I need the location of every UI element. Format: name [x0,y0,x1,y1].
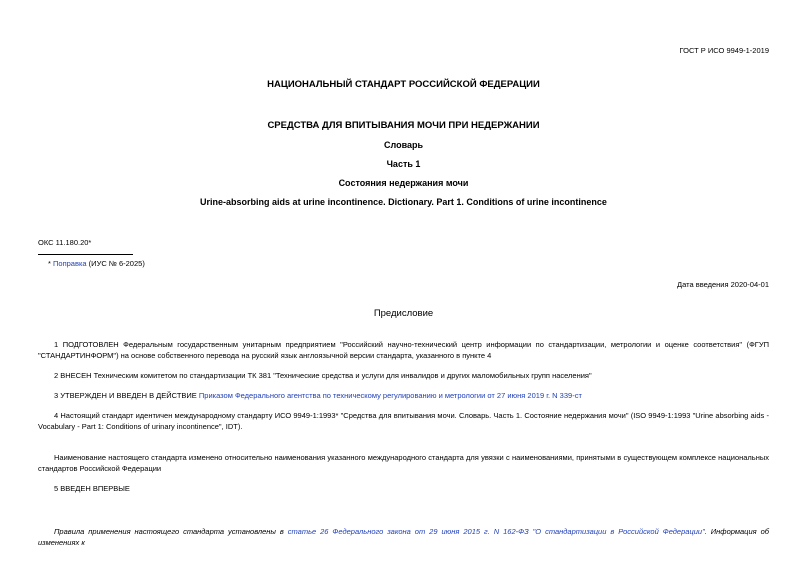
preface-heading: Предисловие [373,308,434,319]
amendment-suffix: (ИУС № 6-2025) [86,259,145,268]
preface-item-2: 2 ВНЕСЕН Техническим комитетом по стандартизации ТК 381 "Технические средства и услуги для инвалидов и других маломобильных групп населения" [54,371,592,380]
amendment-note [48,259,145,268]
document-subtitle-3: Состояния недержания мочи [338,178,469,188]
english-title: Urine-absorbing aids at urine incontinence. Dictionary. Part 1. Conditions of urine incontinence [200,197,607,207]
federal-law-link[interactable]: статье 26 Федерального закона от 29 июня 2015 г. N 162-ФЗ "О стандартизации в Российской Федерации" [287,527,705,536]
application-rules-suffix: . Информация об изменениях к [38,527,769,547]
amendment-link[interactable]: Поправка [53,259,87,268]
oks-code: ОКС 11.180.20* [38,238,92,247]
document-code: ГОСТ Р ИСО 9949-1-2019 [679,46,769,55]
preface-note: Наименование настоящего стандарта изменено относительно наименования указанного международного стандарта для увязки с наименованиями, принятыми в существующем комплексе национальных стандартов Российской Федерации [38,453,769,473]
document-title: СРЕДСТВА ДЛЯ ВПИТЫВАНИЯ МОЧИ ПРИ НЕДЕРЖАНИИ [267,120,540,131]
document-subtitle-1: Словарь [383,140,424,150]
order-link[interactable]: Приказом Федерального агентства по техническому регулированию и метрологии от 27 июня 2019 г. N 339-ст [198,391,582,400]
document-part: Часть 1 [386,159,421,169]
standard-heading: НАЦИОНАЛЬНЫЙ СТАНДАРТ РОССИЙСКОЙ ФЕДЕРАЦИИ [267,79,540,90]
amendment-prefix: * [48,259,54,268]
preface-item-4: 4 Настоящий стандарт идентичен международному стандарту ИСО 9949-1:1993* "Средства для впитывания мочи. Словарь. Часть 1. Состояние недержания мочи" (ISO 9949-1:1993 "Urine absorbing aids - Vocabulary - Part 1: Conditions of urinary incontinence", IDT). [38,411,769,431]
introduction-date: Дата введения 2020-04-01 [677,280,769,289]
preface-item-3 [38,391,769,402]
footnote-divider [38,254,133,255]
application-rules-prefix: Правила применения настоящего стандарта установлены в [54,527,288,536]
preface-item-3-text: 3 УТВЕРЖДЕН И ВВЕДЕН В ДЕЙСТВИЕ [54,391,199,400]
application-rules [38,527,769,548]
preface-item-5: 5 ВВЕДЕН ВПЕРВЫЕ [54,484,130,493]
preface-item-1: 1 ПОДГОТОВЛЕН Федеральным государственным унитарным предприятием "Российский научно-технический центр информации по стандартизации, метрологии и оценке соответствия" (ФГУП "СТАНДАРТИНФОРМ") на основе собственного перевода на русский язык англоязычной версии стандарта, указанного в пункте 4 [38,340,769,360]
